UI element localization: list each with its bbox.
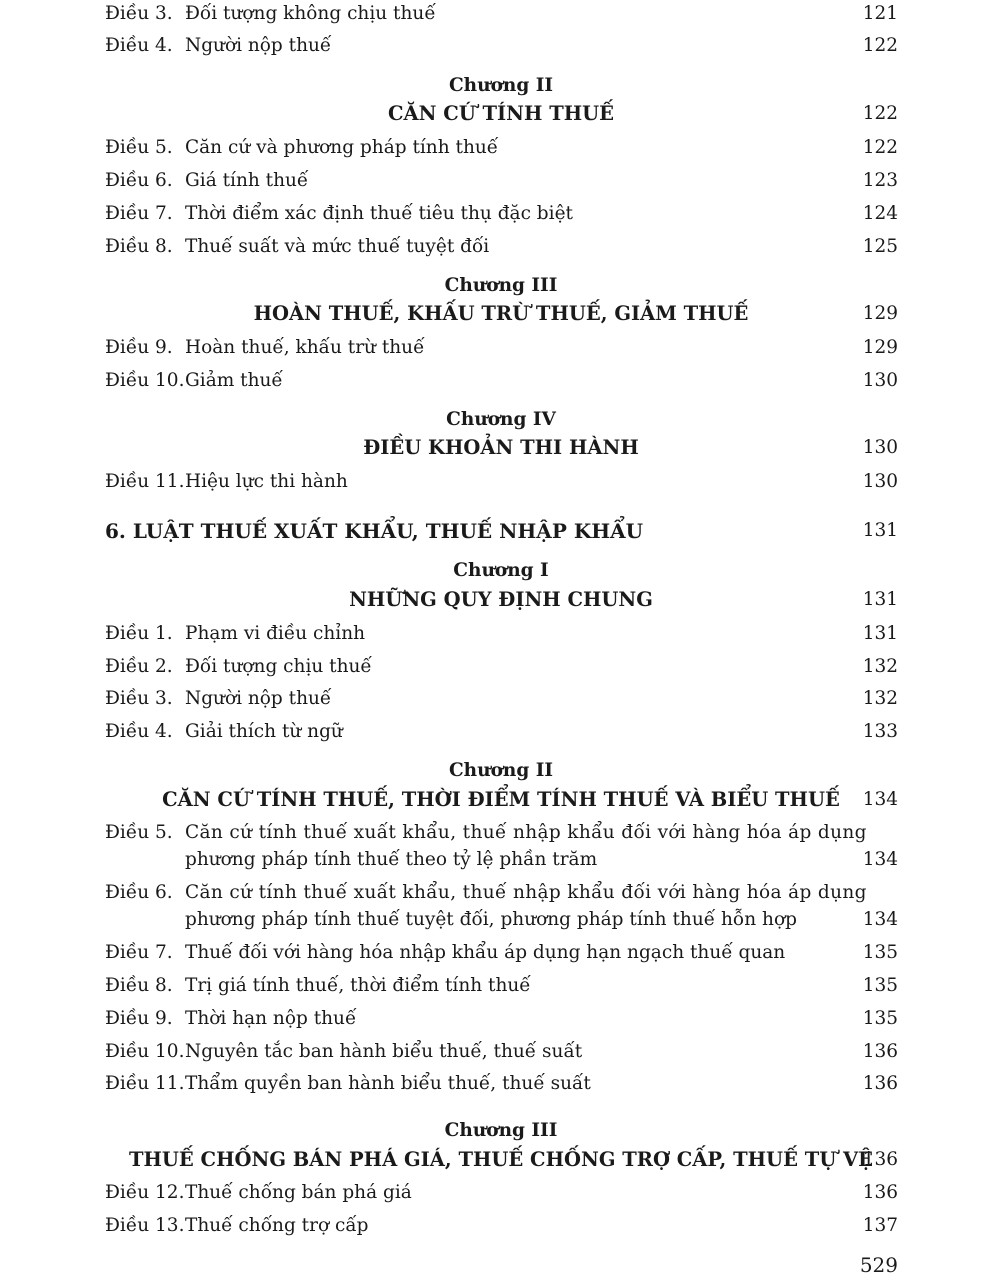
article-title: Phạm vi điều chỉnh	[185, 623, 366, 644]
page-ref: 134	[862, 909, 898, 930]
article-number: Điều 10.	[105, 370, 185, 391]
article-title: Thời điểm xác định thuế tiêu thụ đặc biệt	[185, 203, 573, 224]
page-ref: 136	[862, 1182, 898, 1203]
article-number: Điều 7.	[105, 942, 173, 963]
page-ref: 125	[862, 236, 898, 257]
article-number: Điều 8.	[105, 975, 173, 996]
article-number: Điều 10.	[105, 1041, 185, 1062]
page-ref: 131	[862, 520, 898, 541]
article-number: Điều 6.	[105, 170, 173, 191]
article-number: Điều 4.	[105, 35, 173, 56]
article-number: Điều 7.	[105, 203, 173, 224]
article-number: Điều 9.	[105, 1008, 173, 1029]
page-ref: 129	[862, 337, 898, 358]
page-ref: 136	[862, 1041, 898, 1062]
article-title: Đối tượng không chịu thuế	[185, 3, 436, 24]
article-title: Người nộp thuế	[185, 688, 332, 709]
article-number: Điều 11.	[105, 471, 185, 492]
article-title: Hoàn thuế, khấu trừ thuế	[185, 337, 425, 358]
article-title: Giá tính thuế	[185, 170, 309, 191]
article-number: Điều 8.	[105, 236, 173, 257]
article-title: Giảm thuế	[185, 370, 283, 391]
article-number: Điều 6.	[105, 882, 173, 903]
article-title: Thời hạn nộp thuế	[185, 1008, 357, 1029]
chapter-number: Chương IV	[446, 409, 556, 430]
chapter-number: Chương III	[444, 1120, 558, 1141]
chapter-title: ĐIỀU KHOẢN THI HÀNH	[363, 436, 639, 459]
article-title: Thuế đối với hàng hóa nhập khẩu áp dụng hạn ngạch thuế quan	[185, 942, 786, 963]
chapter-title: NHỮNG QUY ĐỊNH CHUNG	[349, 588, 653, 611]
article-number: Điều 1.	[105, 623, 173, 644]
page-ref: 122	[862, 35, 898, 56]
page-ref: 135	[862, 1008, 898, 1029]
article-number: Điều 4.	[105, 721, 173, 742]
chapter-number: Chương III	[444, 275, 558, 296]
article-title: Thẩm quyền ban hành biểu thuế, thuế suất	[185, 1073, 591, 1094]
chapter-title: CĂN CỨ TÍNH THUẾ	[387, 102, 615, 125]
page-ref: 132	[862, 688, 898, 709]
page-ref: 121	[862, 3, 898, 24]
article-title: Thuế suất và mức thuế tuyệt đối	[185, 236, 490, 257]
article-title: Căn cứ tính thuế xuất khẩu, thuế nhập khẩu đối với hàng hóa áp dụng	[185, 882, 867, 903]
article-number: Điều 5.	[105, 137, 173, 158]
page-ref: 137	[862, 1215, 898, 1236]
article-title-continued: phương pháp tính thuế tuyệt đối, phương pháp tính thuế hỗn hợp	[185, 909, 797, 930]
page-ref: 132	[862, 656, 898, 677]
page-ref: 124	[862, 203, 898, 224]
article-title: Đối tượng chịu thuế	[185, 656, 372, 677]
page-ref: 130	[862, 437, 898, 458]
page-ref: 134	[862, 789, 898, 810]
article-number: Điều 9.	[105, 337, 173, 358]
article-title: Thuế chống bán phá giá	[185, 1182, 412, 1203]
chapter-title: THUẾ CHỐNG BÁN PHÁ GIÁ, THUẾ CHỐNG TRỢ CẤP, THUẾ TỰ VỆ	[128, 1148, 874, 1171]
page-ref: 136	[862, 1149, 898, 1170]
page-ref: 130	[862, 471, 898, 492]
article-title: Giải thích từ ngữ	[185, 721, 343, 742]
page-ref: 133	[862, 721, 898, 742]
section-title: 6. LUẬT THUẾ XUẤT KHẨU, THUẾ NHẬP KHẨU	[105, 519, 644, 543]
article-number: Điều 12.	[105, 1182, 185, 1203]
article-title: Căn cứ tính thuế xuất khẩu, thuế nhập khẩu đối với hàng hóa áp dụng	[185, 822, 867, 843]
article-number: Điều 13.	[105, 1215, 185, 1236]
article-title: Người nộp thuế	[185, 35, 332, 56]
article-number: Điều 2.	[105, 656, 173, 677]
article-number: Điều 5.	[105, 822, 173, 843]
page-ref: 131	[862, 623, 898, 644]
page-ref: 134	[862, 849, 898, 870]
page-ref: 136	[862, 1073, 898, 1094]
article-title: Căn cứ và phương pháp tính thuế	[185, 137, 499, 158]
article-title: Thuế chống trợ cấp	[185, 1215, 369, 1236]
page-ref: 122	[862, 137, 898, 158]
article-number: Điều 3.	[105, 3, 173, 24]
article-title: Trị giá tính thuế, thời điểm tính thuế	[185, 975, 531, 996]
chapter-title: CĂN CỨ TÍNH THUẾ, THỜI ĐIỂM TÍNH THUẾ VÀ BIỂU THUẾ	[162, 788, 840, 811]
article-number: Điều 11.	[105, 1073, 185, 1094]
chapter-number: Chương II	[448, 760, 554, 781]
article-title: Hiệu lực thi hành	[185, 471, 348, 492]
page-ref: 135	[862, 942, 898, 963]
article-title: Nguyên tắc ban hành biểu thuế, thuế suất	[185, 1041, 583, 1062]
page-number: 529	[859, 1253, 898, 1277]
page-ref: 122	[862, 103, 898, 124]
page-ref: 135	[862, 975, 898, 996]
chapter-number: Chương II	[448, 75, 554, 96]
chapter-number: Chương I	[453, 560, 549, 581]
article-title-continued: phương pháp tính thuế theo tỷ lệ phần trăm	[185, 849, 598, 870]
chapter-title: HOÀN THUẾ, KHẤU TRỪ THUẾ, GIẢM THUẾ	[253, 302, 749, 325]
page-ref: 129	[862, 303, 898, 324]
article-number: Điều 3.	[105, 688, 173, 709]
page-ref: 131	[862, 589, 898, 610]
page-ref: 130	[862, 370, 898, 391]
page-ref: 123	[862, 170, 898, 191]
